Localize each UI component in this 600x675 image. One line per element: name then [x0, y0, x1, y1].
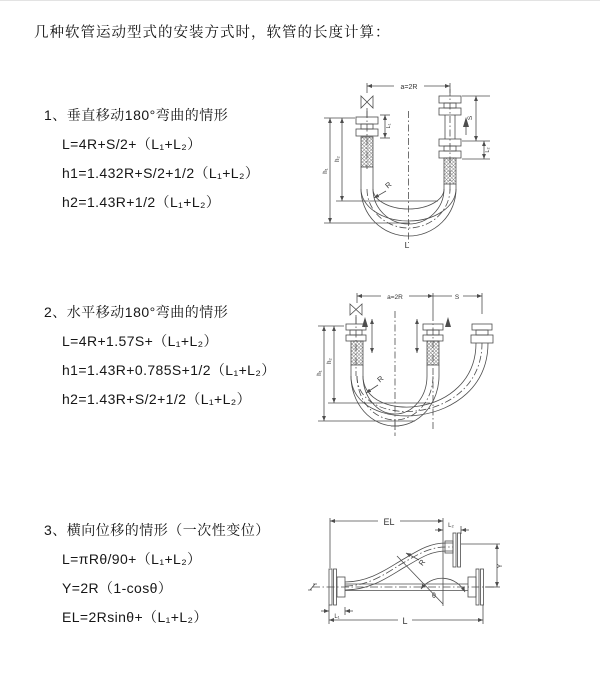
dim-label-l: L: [402, 616, 408, 626]
dim-label-h1: h₁: [323, 168, 329, 174]
section-1: [44, 107, 259, 223]
dim-label-h2: h₂: [335, 156, 341, 162]
diagram-lateral-displacement: [300, 506, 600, 656]
formula-line: h1=1.432R+S/2+1/2（L₁+L₂）: [62, 165, 260, 181]
dim-label-r: R: [375, 373, 386, 385]
section-3: [44, 522, 270, 638]
dim-label-l2: L₂: [448, 523, 454, 529]
dim-label-theta: θ: [432, 593, 436, 600]
diagram-vertical-movement: [310, 71, 590, 261]
formula-line: L=4R+1.57S+（L₁+L₂）: [62, 333, 218, 349]
formula-line: EL=2Rsinθ+（L₁+L₂）: [62, 609, 208, 625]
section-2-heading: 2、水平移动180°弯曲的情形: [44, 304, 229, 320]
dim-label-r: R: [383, 179, 394, 191]
formula-line: h2=1.43R+S/2+1/2（L₁+L₂）: [62, 391, 252, 407]
movement-arrow-icon: [362, 317, 368, 327]
formula-line: L=4R+S/2+（L₁+L₂）: [62, 136, 202, 152]
dim-label-l1: L₁: [386, 123, 392, 129]
dim-label-r: R: [416, 557, 428, 568]
dim-label-l1: L₁: [334, 614, 340, 620]
section-2: [44, 304, 276, 420]
dim-label-a2r: a=2R: [387, 294, 403, 301]
formula-line: h2=1.43R+1/2（L₁+L₂）: [62, 194, 221, 210]
page-title: 几种软管运动型式的安装方式时，软管的长度计算：: [34, 25, 391, 41]
hose-u-bend-shifted: [351, 343, 488, 416]
dim-label-y: Y: [497, 563, 504, 569]
section-1-heading: 1、垂直移动180°弯曲的情形: [44, 107, 229, 123]
section-3-heading: 3、横向位移的情形（一次性变位）: [44, 522, 270, 538]
dim-label-s: S: [454, 294, 460, 301]
valve-icon: [350, 304, 362, 315]
dim-label-s: S: [467, 115, 474, 121]
dim-label-h1: h₁: [317, 370, 323, 376]
dim-label-l2: L₂: [485, 147, 491, 153]
dim-label-a2r: a=2R: [400, 84, 418, 91]
dim-label-el: EL: [383, 517, 395, 527]
movement-arrow-icon: [445, 317, 451, 327]
braided-hose-section: [351, 341, 363, 365]
formula-line: L=πRθ/90+（L₁+L₂）: [62, 551, 202, 567]
hose-s-curve: [345, 543, 453, 590]
valve-icon: [361, 96, 373, 108]
dim-label-h2: h₂: [327, 358, 333, 364]
diagram-horizontal-movement: [310, 281, 590, 471]
formula-line: Y=2R（1-cosθ）: [62, 580, 173, 596]
formula-line: h1=1.43R+0.785S+1/2（L₁+L₂）: [62, 362, 276, 378]
dim-label-l: L: [404, 240, 410, 250]
